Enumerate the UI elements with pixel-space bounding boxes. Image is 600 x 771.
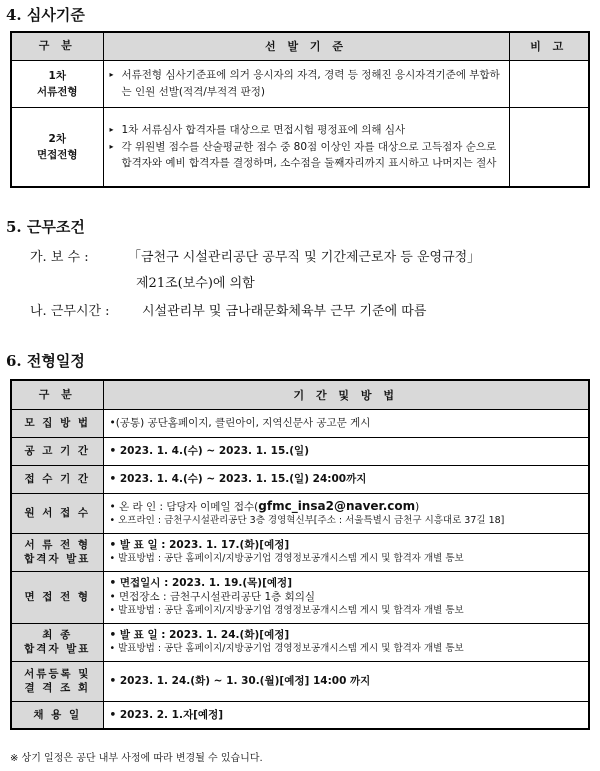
table-row: 서류등록 및 결 격 조 회 • 2023. 1. 24.(화) ~ 1. 30.(월)[예정] 14:00 까지 <box>11 661 589 701</box>
table-row <box>11 60 589 107</box>
table-row: 채 용 일 • 2023. 2. 1.자[예정] <box>11 701 589 729</box>
section-4-heading: 4. 심사기준 <box>6 6 85 24</box>
triangle-bullet-icon: ▸ <box>109 141 114 151</box>
triangle-bullet-icon: ▸ <box>109 70 114 79</box>
pay-text-line1: 「금천구 시설관리공단 공무직 및 기간제근로자 등 운영규정」 <box>128 250 481 265</box>
header-period-method: 기 간 및 방 법 <box>103 380 589 409</box>
table-row: 원 서 접 수 • 온 라 인 : 담당자 이메일 접수(gfmc_insa2@naver.com) • 오프라인 : 금천구시설관리공단 3층 경영혁신부[주소 : 서울특별시 금천구 시흥대로 37길 18] <box>11 493 589 533</box>
header-criteria: 선 발 기 준 <box>103 32 509 60</box>
pay-label: 가. 보 수 : <box>30 250 89 265</box>
stage-2-cell: 2차 면접전형 <box>11 107 103 187</box>
table-header-row <box>11 380 589 409</box>
table-row: 면 접 전 형 • 면접일시 : 2023. 1. 19.(목)[예정] • 면접장소 : 금천구시설관리공단 1층 회의실 • 발표방법 : 공단 홈페이지/지방공기업 경영정보공개시스템 게시 및 합격자 개별 통보 <box>11 571 589 623</box>
screening-criteria-table <box>10 31 590 188</box>
pay-text-line2: 제21조(보수)에 의함 <box>136 276 255 291</box>
header-remarks: 비 고 <box>509 32 589 60</box>
table-row: 최 종 합격자 발표 • 발 표 일 : 2023. 1. 24.(화)[예정] • 발표방법 : 공단 홈페이지/지방공기업 경영정보공개시스템 게시 및 합격자 개별 통보 <box>11 623 589 661</box>
header-category: 구 분 <box>11 380 103 409</box>
table-header-row <box>11 32 589 60</box>
table-row: 공 고 기 간 • 2023. 1. 4.(수) ~ 2023. 1. 15.(일) <box>11 437 589 465</box>
schedule-table <box>10 379 590 730</box>
table-row: 모 집 방 법 •(공통) 공단홈페이지, 클린아이, 지역신문사 공고문 게시 <box>11 409 589 437</box>
stage-2-remarks <box>509 107 589 187</box>
stage-1-criteria: ▸ 서류전형 심사기준표에 의거 응시자의 자격, 경력 등 정해진 응시자격기준에 부합하는 인원 선발(적격/부적격 판정) <box>103 60 509 107</box>
stage-1-remarks <box>509 60 589 107</box>
table-row <box>11 107 589 187</box>
table-row: 접 수 기 간 • 2023. 1. 4.(수) ~ 2023. 1. 15.(일) 24:00까지 <box>11 465 589 493</box>
stage-2-criteria: ▸ 1차 서류심사 합격자를 대상으로 면접시험 평정표에 의해 심사 ▸ 각 위원별 점수를 산술평균한 점수 중 80점 이상인 자를 대상으로 고득점자 순으로 합격자와 예비 합격자를 결정하며, 소수점을 둘째자리까지 표시하고 나머지는 절사 <box>103 107 509 187</box>
table-row: 서 류 전 형 합격자 발표 • 발 표 일 : 2023. 1. 17.(화)[예정] • 발표방법 : 공단 홈페이지/지방공기업 경영정보공개시스템 게시 및 합격자 개별 통보 <box>11 533 589 571</box>
header-category: 구 분 <box>11 32 103 60</box>
hours-text: 시설관리부 및 금나래문화체육부 근무 기준에 따름 <box>142 304 427 319</box>
stage-1-cell: 1차 서류전형 <box>11 60 103 107</box>
footnote: ※ 상기 일정은 공단 내부 사정에 따라 변경될 수 있습니다. <box>10 753 263 764</box>
section-5-heading: 5. 근무조건 <box>6 218 85 236</box>
contact-email: gfmc_insa2@naver.com <box>258 498 416 513</box>
section-6-heading: 6. 전형일정 <box>6 352 85 370</box>
hours-label: 나. 근무시간 : <box>30 304 110 319</box>
triangle-bullet-icon: ▸ <box>109 125 114 134</box>
